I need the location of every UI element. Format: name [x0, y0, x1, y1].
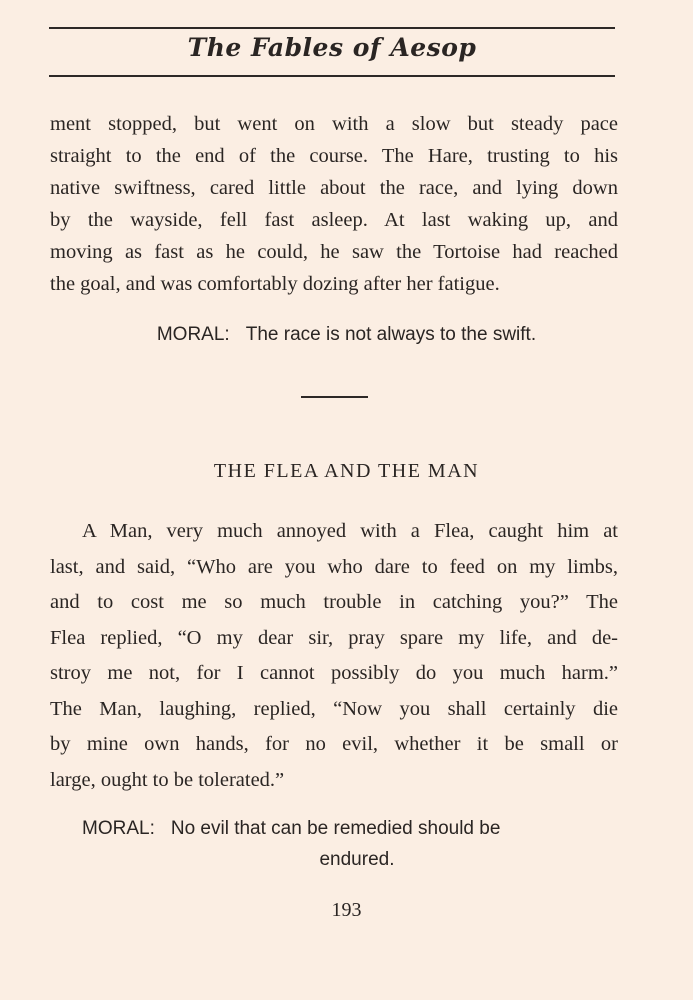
text-line: and to cost me so much trouble in catching you?” The: [50, 591, 618, 613]
text-line: stroy me not, for I cannot possibly do you much harm.”: [50, 662, 618, 684]
text-line: the goal, and was comfortably dozing after her fatigue.: [50, 273, 500, 295]
text-line: last, and said, “Who are you who dare to feed on my limbs,: [50, 555, 618, 578]
text-line: The Man, laughing, replied, “Now you shall certainly die: [50, 697, 618, 720]
header-bottom-rule: [49, 75, 615, 77]
fable-continued-text: [50, 108, 618, 300]
moral-flea-man: [82, 813, 602, 875]
header-top-rule: [49, 27, 615, 29]
text-line: Flea replied, “O my dear sir, pray spare my life, and de-: [50, 626, 618, 649]
moral-text: No evil that can be remedied should be: [170, 818, 501, 839]
text-line: A Man, very much annoyed with a Flea, caught him at: [82, 520, 618, 542]
moral-label: MORAL:: [82, 818, 155, 839]
text-line: straight to the end of the course. The Hare, trusting to his: [50, 145, 618, 167]
text-line: moving as fast as he could, he saw the Tortoise had reached: [50, 241, 618, 263]
fable-text: [50, 514, 618, 798]
section-divider: [301, 396, 368, 398]
moral-text: The race is not always to the swift.: [245, 324, 537, 345]
text-line: large, ought to be tolerated.”: [50, 768, 285, 791]
page-number: 193: [331, 899, 362, 921]
running-title: The Fables of Aesop: [187, 33, 477, 62]
fable-title: THE FLEA AND THE MAN: [213, 460, 480, 482]
moral-label: MORAL:: [156, 324, 230, 345]
text-line: native swiftness, cared little about the race, and lying down: [50, 177, 618, 199]
moral-text-continued: endured.: [319, 849, 395, 870]
moral-tortoise-hare: [0, 324, 693, 346]
text-line: by the wayside, fell fast asleep. At last waking up, and: [50, 209, 618, 231]
text-line: by mine own hands, for no evil, whether it be small or: [50, 733, 618, 755]
text-line: ment stopped, but went on with a slow but steady pace: [50, 113, 618, 135]
